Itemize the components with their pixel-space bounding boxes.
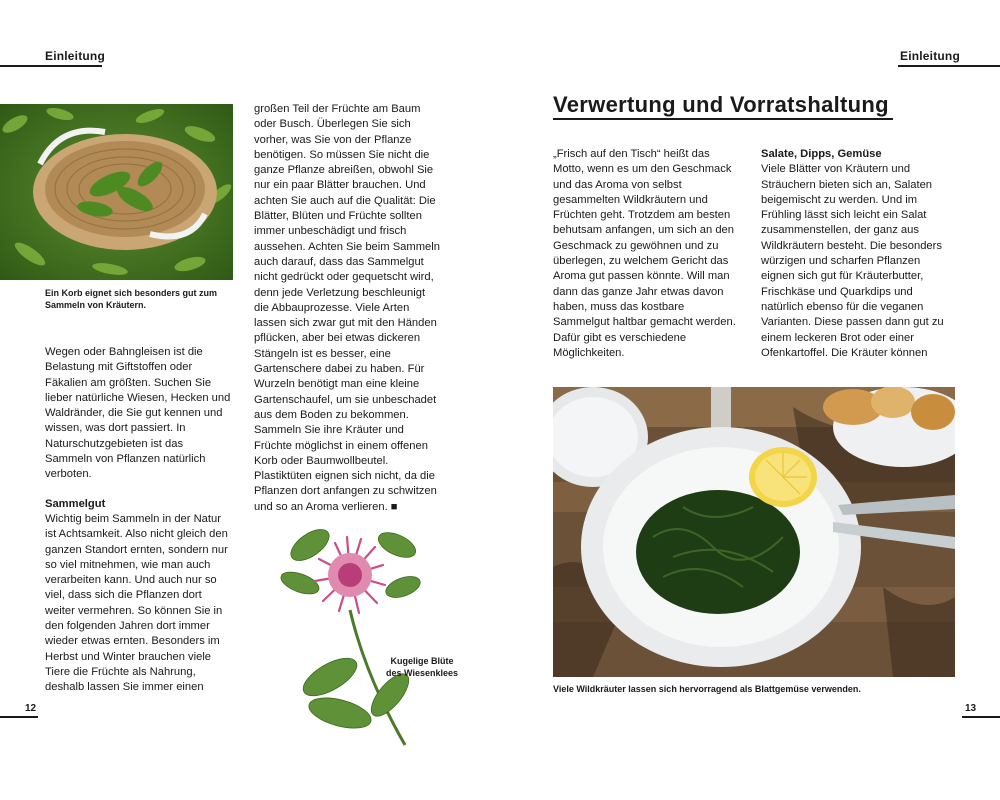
clover-illustration — [275, 515, 435, 755]
right-col2-paragraph: Viele Blätter von Kräutern und Sträuchern bieten sich an, Salaten beigemischt zu werden. Und im Frühling lässt sich leicht ein Salat zusammenstellen, der ganz aus Wildkräutern besteht. Die besonders würzigen und scharfen Pflanzen eignen sich gut für Kräuterbutter, Frischkäse und Quarkdips und natürlich ebenso für die veganen Varianten. Diese passen dann gut zu einem leckeren Brot oder einer Ofenkartoffel. Die Kräuter können — [761, 163, 944, 359]
running-head-left: Einleitung — [45, 49, 105, 63]
right-col1-paragraph: „Frisch auf den Tisch“ heißt das Motto, wenn es um den Geschmack und das Aroma von selbst gesammelten Wildkräutern und Früchten geht. Trotzdem am besten behutsam anfangen, um sich an den Geschmack zu gewöhnen und zu überlegen, zu welchem Gericht das Aroma gut passen könnte. Will man dann das ganze Jahr etwas davon haben, muss das kostbare Sammelgut haltbar gemacht werden. Dafür gibt es verschiedene Möglichkeiten. — [553, 148, 736, 359]
page-number-right: 13 — [965, 703, 977, 714]
title-underline — [553, 118, 893, 120]
footer-rule-left — [0, 716, 38, 718]
left-col1-paragraph-2: Wichtig beim Sammeln in der Natur ist Achtsamkeit. Also nicht gleich den ganzen Standort ernten, sondern nur so viel mitnehmen, wie man auch verarbeiten kann. Und auch nur so viel, dass sich die Pflanzen dort weiter vermehren. So können Sie in den folgenden Jahren dort immer wieder etwas ernten. Besonders im Herbst und Winter brauchen viele Tiere die Früchte als Nahrung, deshalb lassen Sie immer einen — [45, 512, 228, 694]
left-col2-paragraph: großen Teil der Früchte am Baum oder Busch. Überlegen Sie sich vorher, was Sie von der Pflanze benötigen. So müssen Sie nicht die ganze Pflanze abreißen, obwohl Sie nur ein paar Blätter brauchen. Und achten Sie auch auf die Qualität: Die Blätter, Blüten und Früchte sollten immer unbeschädigt und frisch aussehen. Achten Sie beim Sammeln auch darauf, dass das Sammelgut nicht gedrückt oder gequetscht wird, denn jede Verletzung beschleunigt die Abbauprozesse. Viele Arten lassen sich zwar gut mit den Händen pflücken, aber bei etwas dickeren Stängeln ist es besser, eine Gartenschere dabei zu haben. Für Wurzeln benötigt man eine kleine Gartenschaufel, um sie unbeschadet aus dem Boden zu bekommen. Sammeln Sie ihre Kräuter und Früchte möglichst in einem offenen Korb oder Baumwollbeutel. Plastiktüten eignen sich nicht, da die Pflanzen dort anfangen zu schwitzen und so an Aroma verlieren. ■ — [254, 103, 440, 513]
greens-photo-caption: Viele Wildkräuter lassen sich hervorragend als Blattgemüse verwenden. — [553, 684, 861, 694]
right-column-1 — [553, 147, 743, 361]
right-column-2 — [761, 147, 953, 361]
left-column-2 — [254, 102, 440, 515]
footer-rule-right — [962, 716, 1000, 718]
header-rule-left — [0, 65, 102, 67]
page-number-left: 12 — [25, 703, 37, 714]
clover-caption — [372, 655, 472, 679]
left-column-1 — [45, 345, 231, 696]
basket-photo-caption: Ein Korb eignet sich besonders gut zum Sammeln von Kräutern. — [45, 288, 218, 310]
chapter-title: Verwertung und Vorratshaltung — [553, 92, 889, 117]
running-head-right: Einleitung — [900, 49, 960, 63]
greens-dish-photo — [553, 387, 955, 677]
clover-caption-line-2: des Wiesenklees — [386, 668, 458, 678]
header-rule-right — [898, 65, 1000, 67]
basket-photo — [0, 104, 233, 280]
left-col1-paragraph-1: Wegen oder Bahngleisen ist die Belastung mit Giftstoffen oder Fäkalien am größten. Suchen Sie lieber natürliche Wiesen, Hecken und Waldränder, die Sie gut kennen und wissen, was dort passiert. In Naturschutzgebieten ist das Sammeln von Pflanzen natürlich verboten. — [45, 346, 231, 481]
salate-subhead: Salate, Dipps, Gemüse — [761, 148, 882, 160]
sammelgut-subhead: Sammelgut — [45, 497, 106, 510]
clover-caption-line-1: Kugelige Blüte — [390, 656, 454, 666]
